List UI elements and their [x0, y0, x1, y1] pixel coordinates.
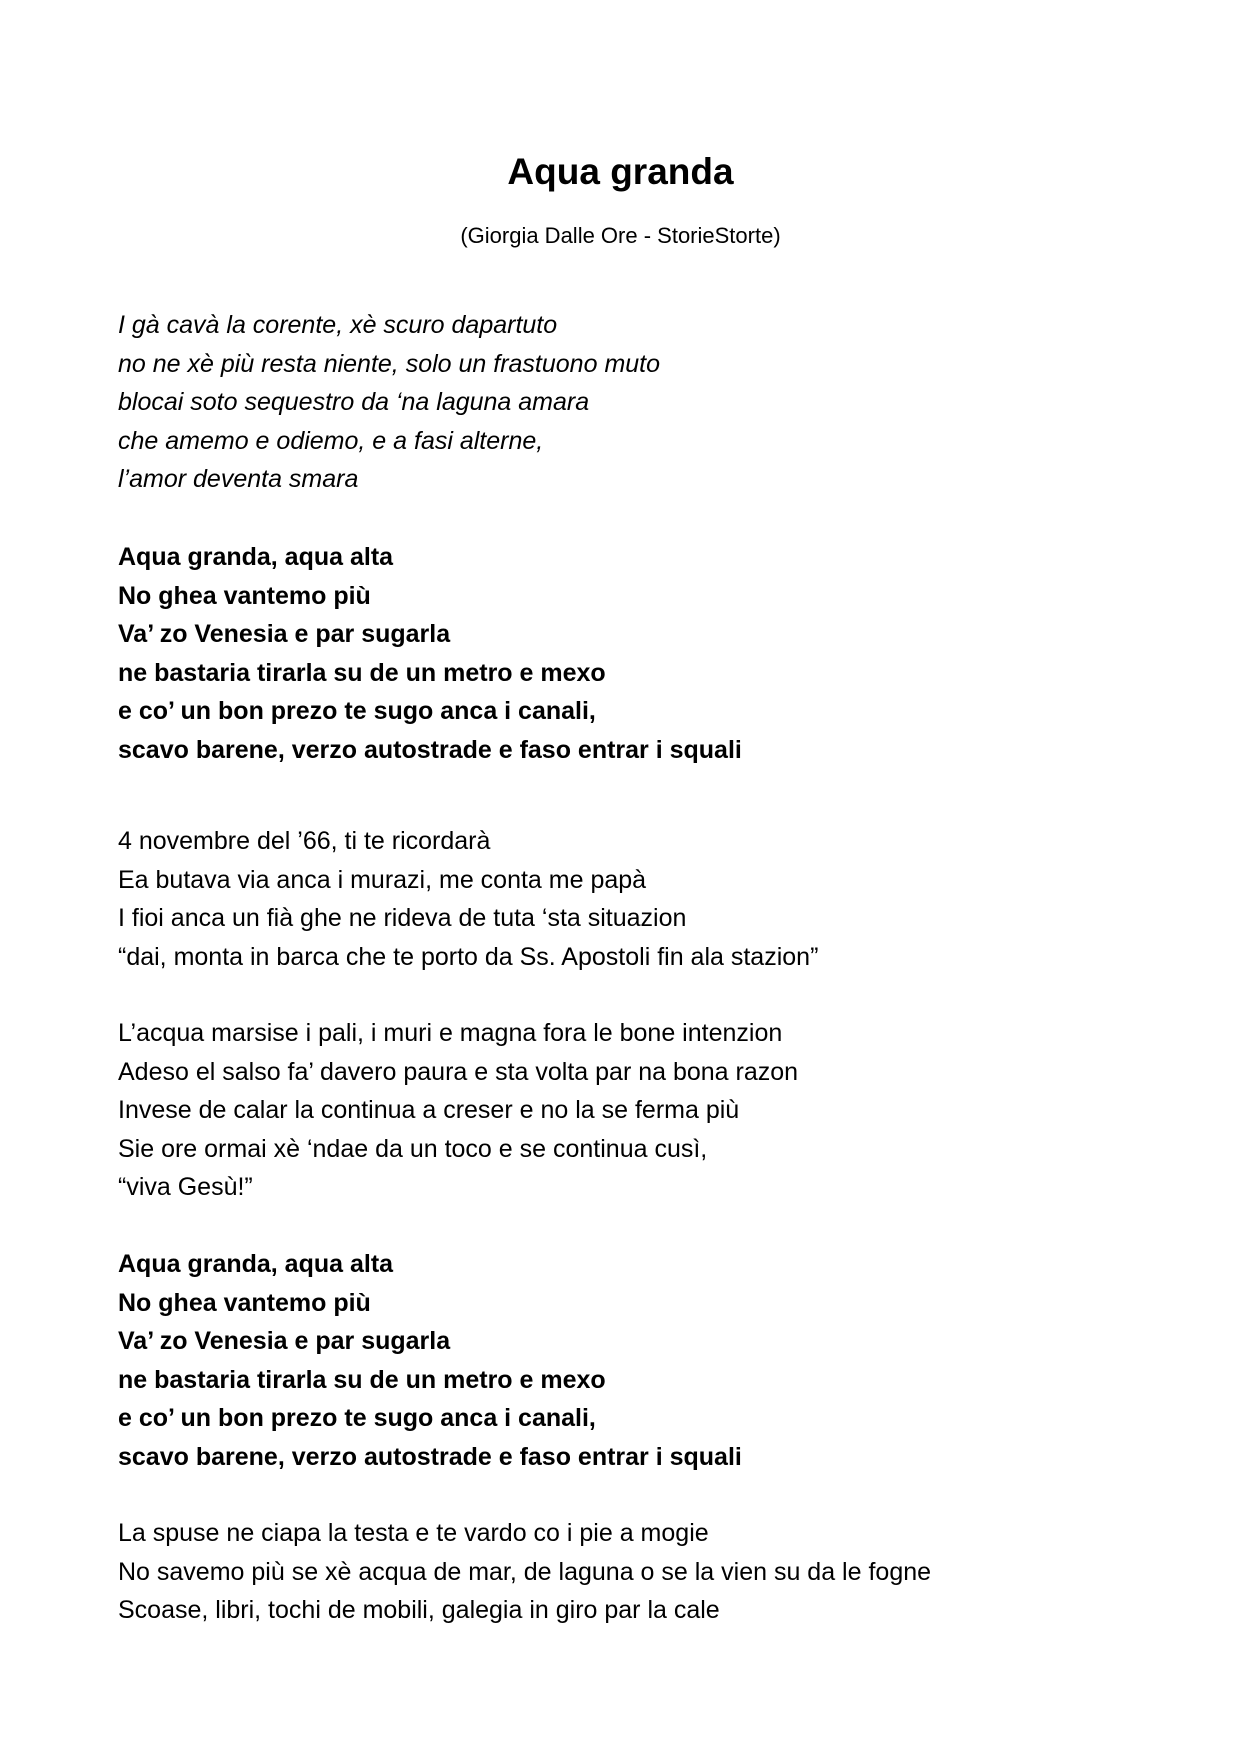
stanza-2: [118, 822, 1168, 976]
stanza-line: L’acqua marsise i pali, i muri e magna fora le bone intenzion: [118, 1019, 783, 1047]
chorus-line: e co’ un bon prezo te sugo anca i canali,: [118, 1404, 596, 1432]
chorus-2: [118, 1245, 1168, 1476]
stanza-line: 4 novembre del ’66, ti te ricordarà: [118, 827, 491, 855]
chorus-line: ne bastaria tirarla su de un metro e mexo: [118, 658, 606, 687]
chorus-line: Va’ zo Venesia e par sugarla: [118, 620, 451, 648]
stanza-line: I gà cavà la corente, xè scuro dapartuto: [118, 311, 558, 339]
chorus-line: e co’ un bon prezo te sugo anca i canali,: [118, 697, 596, 725]
chorus-line: Aqua granda, aqua alta: [118, 543, 394, 571]
stanza-line: “dai, monta in barca che te porto da Ss. Apostoli fin ala stazion”: [118, 942, 819, 971]
stanza-line: l’amor deventa smara: [118, 465, 359, 493]
stanza-line: Scoase, libri, tochi de mobili, galegia in giro par la cale: [118, 1596, 720, 1624]
poem-author: (Giorgia Dalle Ore - StorieStorte): [460, 223, 781, 248]
stanza-line: no ne xè più resta niente, solo un frastuono muto: [118, 349, 661, 378]
stanza-1: [118, 306, 1168, 499]
stanza-line: “viva Gesù!”: [118, 1173, 253, 1201]
chorus-line: Va’ zo Venesia e par sugarla: [118, 1327, 451, 1355]
chorus-line: scavo barene, verzo autostrade e faso entrar i squali: [118, 735, 742, 764]
chorus-line: scavo barene, verzo autostrade e faso entrar i squali: [118, 1442, 742, 1471]
stanza-line: Ea butava via anca i murazi, me conta me papà: [118, 865, 647, 894]
chorus-line: Aqua granda, aqua alta: [118, 1250, 394, 1278]
chorus-1: [118, 538, 1168, 769]
chorus-line: No ghea vantemo più: [118, 1288, 371, 1317]
stanza-line: I fioi anca un fià ghe ne rideva de tuta ‘sta situazion: [118, 904, 687, 932]
stanza-line: No savemo più se xè acqua de mar, de laguna o se la vien su da le fogne: [118, 1557, 932, 1586]
stanza-line: che amemo e odiemo, e a fasi alterne,: [118, 426, 544, 455]
chorus-line: ne bastaria tirarla su de un metro e mexo: [118, 1365, 606, 1394]
stanza-line: blocai soto sequestro da ‘na laguna amara: [118, 388, 590, 416]
poem-title: Aqua granda: [507, 151, 734, 192]
stanza-line: La spuse ne ciapa la testa e te vardo co i pie a mogie: [118, 1519, 709, 1547]
stanza-line: Adeso el salso fa’ davero paura e sta volta par na bona razon: [118, 1057, 799, 1086]
stanza-line: Invese de calar la continua a creser e no la se ferma più: [118, 1096, 740, 1124]
chorus-line: No ghea vantemo più: [118, 581, 371, 610]
stanza-4: [118, 1514, 1168, 1630]
stanza-line: Sie ore ormai xè ‘ndae da un toco e se continua cusì,: [118, 1134, 708, 1163]
stanza-3: [118, 1014, 1168, 1207]
